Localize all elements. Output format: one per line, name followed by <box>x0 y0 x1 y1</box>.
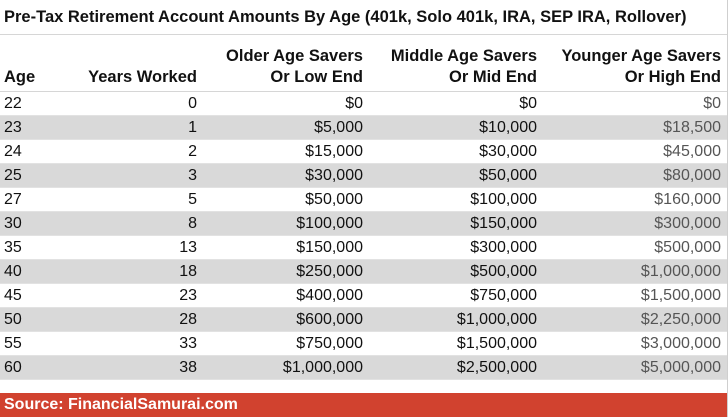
header-low-end-line2: Or Low End <box>270 68 363 86</box>
cell-years: 13 <box>179 239 197 256</box>
header-age: Age <box>4 68 36 86</box>
table-row <box>0 212 727 236</box>
cell-low: $5,000 <box>314 119 363 136</box>
table-row <box>0 236 727 260</box>
table-body <box>0 92 727 380</box>
cell-mid: $1,500,000 <box>456 335 537 352</box>
cell-low: $750,000 <box>296 335 363 352</box>
cell-high: $3,000,000 <box>640 335 721 352</box>
cell-high: $2,250,000 <box>640 311 721 328</box>
cell-age: 30 <box>4 215 22 232</box>
cell-age: 25 <box>4 167 22 184</box>
header-high-end <box>561 46 721 88</box>
table-row <box>0 188 727 212</box>
cell-age: 24 <box>4 143 22 160</box>
cell-years: 38 <box>179 359 197 376</box>
cell-years: 23 <box>179 287 197 304</box>
cell-mid: $500,000 <box>470 263 537 280</box>
cell-years: 2 <box>188 143 197 160</box>
table-row <box>0 92 727 116</box>
table-row <box>0 356 727 380</box>
header-high-end-line1: Younger Age Savers <box>561 47 721 65</box>
cell-high: $45,000 <box>663 143 721 160</box>
cell-low: $250,000 <box>296 263 363 280</box>
cell-age: 50 <box>4 311 22 328</box>
table-row <box>0 116 727 140</box>
cell-mid: $50,000 <box>479 167 537 184</box>
cell-years: 0 <box>188 95 197 112</box>
cell-mid: $750,000 <box>470 287 537 304</box>
cell-mid: $2,500,000 <box>456 359 537 376</box>
cell-years: 5 <box>188 191 197 208</box>
cell-years: 3 <box>188 167 197 184</box>
cell-mid: $10,000 <box>479 119 537 136</box>
cell-age: 35 <box>4 239 22 256</box>
cell-high: $160,000 <box>654 191 721 208</box>
cell-years: 18 <box>179 263 197 280</box>
source-bar: Source: FinancialSamurai.com <box>0 393 727 417</box>
cell-years: 28 <box>179 311 197 328</box>
cell-mid: $0 <box>519 95 537 112</box>
cell-years: 1 <box>188 119 197 136</box>
header-mid-end <box>391 46 537 88</box>
cell-high: $80,000 <box>663 167 721 184</box>
cell-low: $100,000 <box>296 215 363 232</box>
table-row <box>0 284 727 308</box>
cell-mid: $1,000,000 <box>456 311 537 328</box>
cell-high: $1,500,000 <box>640 287 721 304</box>
header-high-end-line2: Or High End <box>624 68 721 86</box>
header-mid-end-line2: Or Mid End <box>449 68 537 86</box>
cell-age: 55 <box>4 335 22 352</box>
cell-mid: $100,000 <box>470 191 537 208</box>
cell-mid: $300,000 <box>470 239 537 256</box>
cell-years: 8 <box>188 215 197 232</box>
cell-low: $600,000 <box>296 311 363 328</box>
cell-age: 23 <box>4 119 22 136</box>
cell-mid: $30,000 <box>479 143 537 160</box>
table-row <box>0 140 727 164</box>
cell-high: $300,000 <box>654 215 721 232</box>
cell-high: $18,500 <box>663 119 721 136</box>
header-mid-end-line1: Middle Age Savers <box>390 47 537 65</box>
header-years-worked: Years Worked <box>88 68 197 86</box>
cell-low: $150,000 <box>296 239 363 256</box>
cell-age: 40 <box>4 263 22 280</box>
table-row <box>0 164 727 188</box>
cell-age: 22 <box>4 95 22 112</box>
table-row <box>0 332 727 356</box>
cell-high: $1,000,000 <box>640 263 721 280</box>
cell-low: $0 <box>345 95 363 112</box>
cell-high: $5,000,000 <box>640 359 721 376</box>
table-header <box>0 35 727 92</box>
cell-age: 27 <box>4 191 22 208</box>
table-title: Pre-Tax Retirement Account Amounts By Age (401k, Solo 401k, IRA, SEP IRA, Rollover) <box>0 0 727 35</box>
table-row <box>0 260 727 284</box>
cell-low: $1,000,000 <box>282 359 363 376</box>
header-low-end-line1: Older Age Savers <box>226 47 363 65</box>
cell-age: 60 <box>4 359 22 376</box>
table-row <box>0 308 727 332</box>
cell-years: 33 <box>179 335 197 352</box>
cell-high: $500,000 <box>654 239 721 256</box>
cell-low: $15,000 <box>305 143 363 160</box>
cell-low: $50,000 <box>305 191 363 208</box>
cell-high: $0 <box>703 95 721 112</box>
cell-low: $400,000 <box>296 287 363 304</box>
cell-mid: $150,000 <box>470 215 537 232</box>
cell-age: 45 <box>4 287 22 304</box>
cell-low: $30,000 <box>305 167 363 184</box>
header-low-end <box>226 46 363 88</box>
